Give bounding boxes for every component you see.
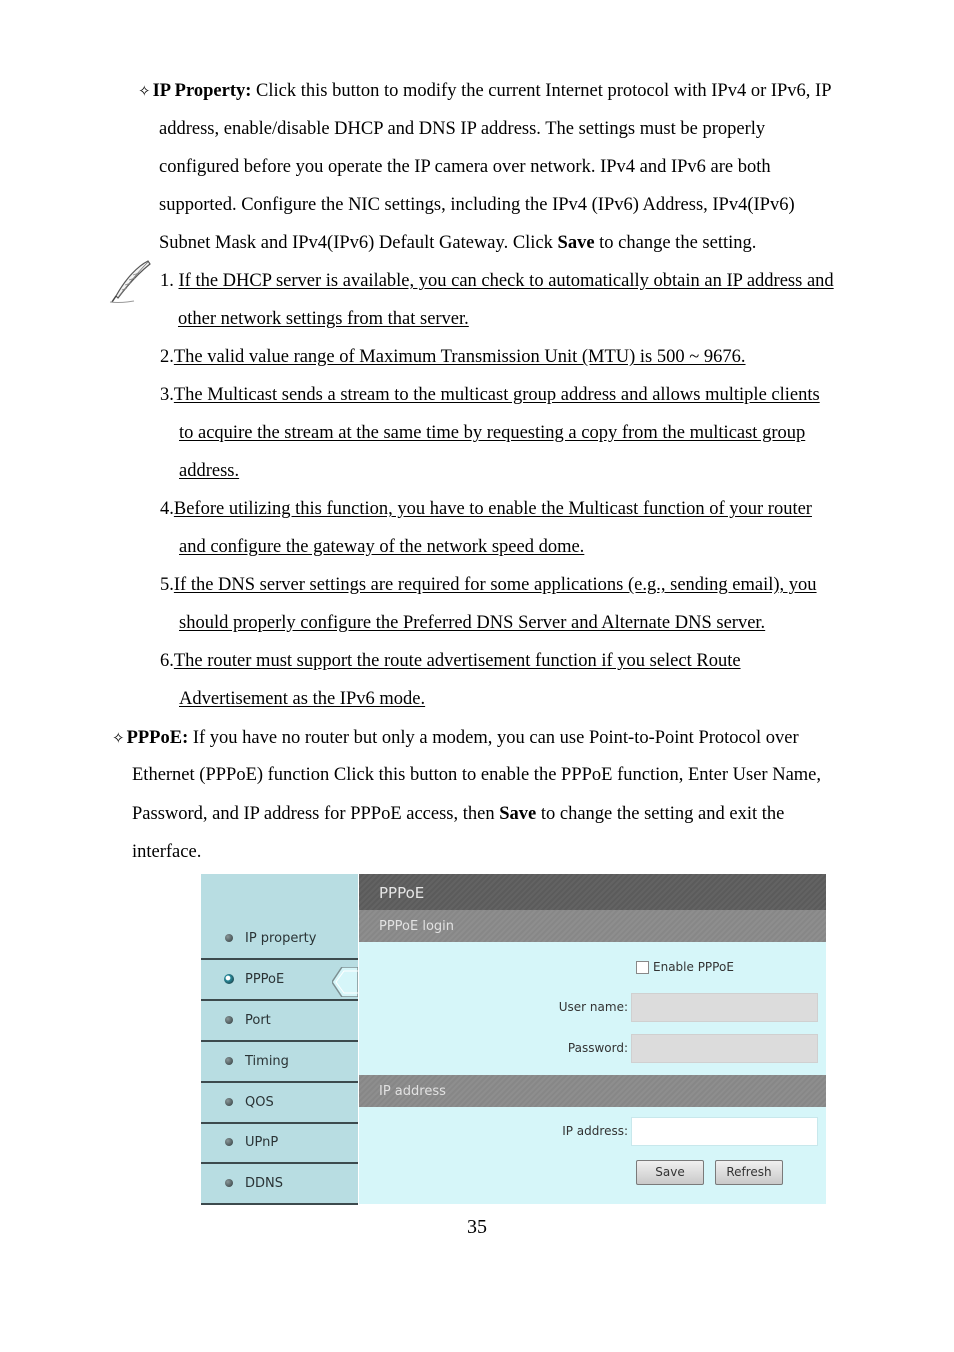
note-5-line-2: should properly configure the Preferred DNS Server and Alternate DNS server. bbox=[179, 613, 766, 633]
bullet-dot-icon bbox=[225, 934, 233, 942]
ip-property-line-3: configured before you operate the IP camera over network. IPv4 and IPv6 are both bbox=[159, 157, 771, 177]
settings-panel bbox=[359, 874, 826, 1204]
ip-property-line-4: supported. Configure the NIC settings, including the IPv4 (IPv6) Address, IPv4(IPv6) bbox=[159, 195, 795, 215]
sidebar-item-ddns[interactable] bbox=[201, 1164, 358, 1205]
note-3-line-3: address. bbox=[179, 461, 240, 481]
pppoe-save-word: Save bbox=[499, 804, 537, 824]
note-2-number: 2. bbox=[160, 347, 174, 367]
bullet-dot-icon bbox=[225, 1138, 233, 1146]
pppoe-line-2: Ethernet (PPPoE) function Click this button to enable the PPPoE function, Enter User Name, bbox=[132, 765, 822, 785]
sidebar-item-label: UPnP bbox=[245, 1135, 279, 1150]
panel-header bbox=[359, 874, 826, 910]
note-4-text-1: Before utilizing this function, you have to enable the Multicast function of your router bbox=[173, 499, 812, 519]
note-4-line-2: and configure the gateway of the network speed dome. bbox=[179, 537, 585, 557]
diamond-bullet-icon: ✧ bbox=[112, 729, 125, 747]
note-6-line-1 bbox=[160, 650, 741, 672]
save-button[interactable]: Save bbox=[636, 1160, 704, 1185]
note-1-number: 1. bbox=[160, 271, 179, 291]
ip-property-save-word: Save bbox=[557, 233, 595, 253]
sidebar-item-label: DDNS bbox=[245, 1176, 283, 1191]
sidebar-item-qos[interactable] bbox=[201, 1083, 358, 1124]
note-1-line-2: other network settings from that server. bbox=[178, 309, 469, 329]
sidebar-item-pppoe[interactable] bbox=[201, 960, 358, 1001]
section-header-ip bbox=[359, 1075, 826, 1107]
note-1-text-1: If the DHCP server is available, you can check to automatically obtain an IP address and bbox=[178, 271, 834, 291]
pppoe-text-3a: Password, and IP address for PPPoE access, then bbox=[132, 804, 500, 824]
sidebar-item-label: QOS bbox=[245, 1095, 274, 1110]
pppoe-line-3 bbox=[132, 803, 784, 825]
note-3-line-2: to acquire the stream at the same time by requesting a copy from the multicast group bbox=[179, 423, 806, 443]
pppoe-text-1: If you have no router but only a modem, you can use Point-to-Point Protocol over bbox=[192, 728, 799, 748]
ip-property-title: IP Property: bbox=[152, 81, 252, 101]
user-name-input[interactable] bbox=[631, 993, 818, 1022]
note-5-line-1 bbox=[160, 574, 817, 596]
ip-property-text-5b: to change the setting. bbox=[594, 233, 757, 253]
pppoe-text-3b: to change the setting and exit the bbox=[536, 804, 785, 824]
bullet-dot-icon bbox=[225, 1098, 233, 1106]
pppoe-title: PPPoE: bbox=[126, 728, 189, 748]
section-header-login bbox=[359, 910, 826, 942]
sidebar-item-upnp[interactable] bbox=[201, 1123, 358, 1164]
note-1-line-1 bbox=[160, 270, 834, 292]
password-label: Password: bbox=[567, 1041, 628, 1055]
sidebar-item-label: Timing bbox=[245, 1054, 289, 1069]
note-6-line-2: Advertisement as the IPv6 mode. bbox=[179, 689, 426, 709]
ip-address-input[interactable] bbox=[631, 1117, 818, 1146]
sidebar-item-timing[interactable] bbox=[201, 1042, 358, 1083]
pppoe-line-1 bbox=[112, 727, 799, 749]
sidebar-item-label: PPPoE bbox=[245, 972, 285, 987]
enable-pppoe-checkbox[interactable] bbox=[636, 961, 649, 974]
selected-arrow-icon bbox=[332, 967, 358, 997]
note-6-text-1: The router must support the route advertisement function if you select Route bbox=[173, 651, 741, 671]
pppoe-line-4: interface. bbox=[132, 842, 202, 862]
ip-property-line-2: address, enable/disable DHCP and DNS IP address. The settings must be properly bbox=[159, 119, 766, 139]
bullet-dot-icon bbox=[225, 1057, 233, 1065]
settings-sidebar bbox=[201, 874, 358, 1204]
panel-title: PPPoE bbox=[379, 884, 425, 902]
note-4-number: 4. bbox=[160, 499, 174, 519]
note-4-line-1 bbox=[160, 498, 812, 520]
bullet-dot-icon bbox=[225, 1179, 233, 1187]
diamond-bullet-icon: ✧ bbox=[138, 82, 151, 100]
ip-property-text-5a: Subnet Mask and IPv4(IPv6) Default Gateway. Click bbox=[159, 233, 558, 253]
ip-property-line-5 bbox=[159, 232, 756, 254]
enable-pppoe-label: Enable PPPoE bbox=[653, 960, 734, 974]
password-input[interactable] bbox=[631, 1034, 818, 1063]
note-5-text-1: If the DNS server settings are required for some applications (e.g., sending email), you bbox=[173, 575, 817, 595]
user-name-label: User name: bbox=[558, 1000, 628, 1014]
page-number: 35 bbox=[467, 1216, 487, 1238]
sidebar-item-label: Port bbox=[245, 1013, 271, 1028]
ip-property-line-1 bbox=[138, 80, 832, 102]
note-3-line-1 bbox=[160, 384, 820, 406]
ip-property-text-1: Click this button to modify the current Internet protocol with IPv4 or IPv6, IP bbox=[256, 81, 832, 101]
ip-address-label: IP address: bbox=[562, 1124, 628, 1138]
section-title: IP address bbox=[379, 1084, 446, 1099]
active-dot-icon bbox=[224, 974, 234, 984]
refresh-button[interactable]: Refresh bbox=[715, 1160, 783, 1185]
sidebar-item-port[interactable] bbox=[201, 1001, 358, 1042]
pppoe-settings-screenshot bbox=[201, 874, 826, 1204]
bullet-dot-icon bbox=[225, 1016, 233, 1024]
note-3-number: 3. bbox=[160, 385, 174, 405]
sidebar-item-label: IP property bbox=[245, 931, 317, 946]
note-6-number: 6. bbox=[160, 651, 174, 671]
note-pen-icon bbox=[108, 258, 156, 306]
sidebar-item-ip-property[interactable] bbox=[201, 919, 358, 960]
note-2-text-1: The valid value range of Maximum Transmission Unit (MTU) is 500 ~ 9676. bbox=[173, 347, 746, 367]
section-title: PPPoE login bbox=[379, 919, 455, 934]
note-3-text-1: The Multicast sends a stream to the multicast group address and allows multiple clients bbox=[173, 385, 820, 405]
note-5-number: 5. bbox=[160, 575, 174, 595]
note-2-line-1 bbox=[160, 346, 746, 368]
